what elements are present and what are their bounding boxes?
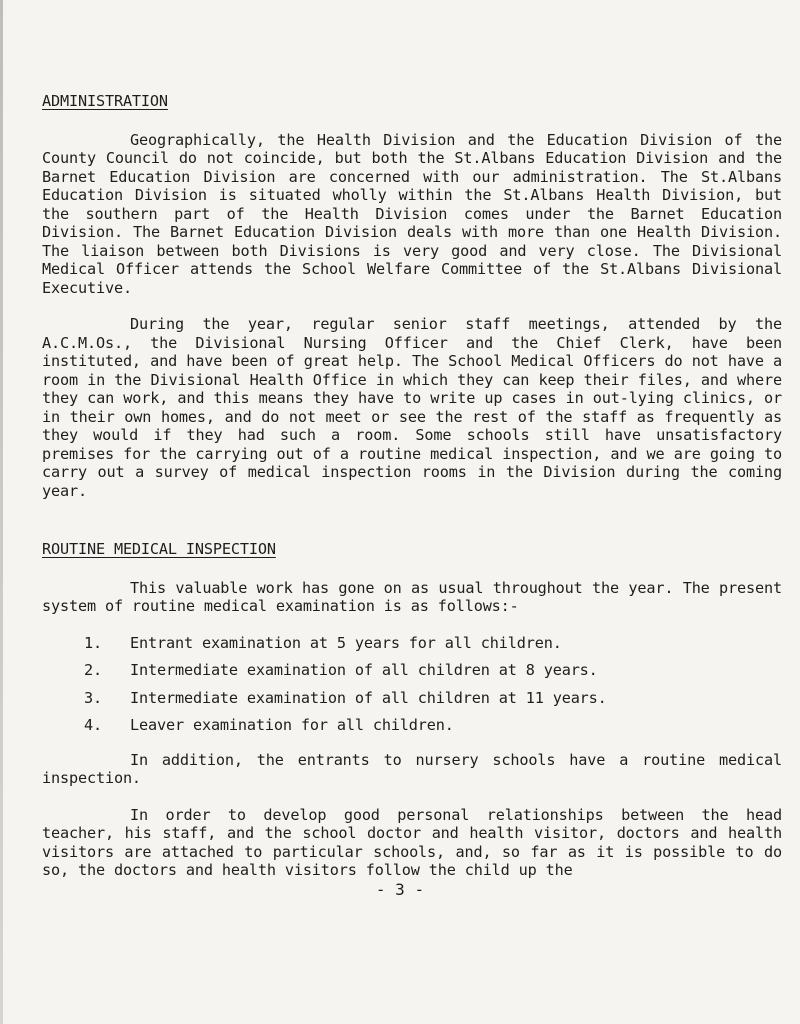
section-heading-routine-medical-inspection: ROUTINE MEDICAL INSPECTION (42, 540, 276, 558)
list-item-number: 1. (84, 633, 102, 652)
list-item (42, 689, 782, 708)
list-item (42, 661, 782, 680)
list-item-text: Intermediate examination of all children at 8 years. (130, 661, 598, 679)
list-item (42, 634, 782, 653)
list-item (42, 716, 782, 735)
list-item-number: 3. (84, 688, 102, 707)
page-edge (0, 0, 3, 1024)
routine-inspection-paragraph-2: In order to develop good personal relationships between the head teacher, his staff, and the school doctor and health visitor, doctors and health visitors are attached to particular schools, and, so far as it is possible to do so, the doctors and health visitors follow the child up the (42, 805, 782, 879)
routine-inspection-intro: This valuable work has gone on as usual throughout the year. The present system of routine medical examination is as follows:- (42, 578, 782, 615)
page-content (42, 92, 782, 898)
examination-list (42, 634, 782, 735)
page-number: - 3 - (375, 880, 425, 899)
list-item-text: Intermediate examination of all children at 11 years. (130, 688, 607, 707)
list-item-number: 2. (84, 661, 102, 679)
list-item-number: 4. (84, 716, 102, 734)
administration-paragraph-1: Geographically, the Health Division and the Education Division of the County Council do not coincide, but both the St.Albans Education Division and the Barnet Education Division are concerned with our administration. The St.Albans Education Division is situated wholly within the St.Albans Health Division, but the southern part of the Health Division comes under the Barnet Education Division. The Barnet Education Division deals with more than one Health Division. The liaison between both Divisions is very good and very close. The Divisional Medical Officer attends the School Welfare Committee of the St.Albans Divisional Executive. (42, 130, 782, 297)
section-heading-administration: ADMINISTRATION (42, 92, 168, 110)
routine-inspection-paragraph-1: In addition, the entrants to nursery schools have a routine medical inspection. (42, 750, 782, 787)
list-item-text: Entrant examination at 5 years for all children. (130, 633, 562, 652)
administration-paragraph-2: During the year, regular senior staff meetings, attended by the A.C.M.Os., the Divisional Nursing Officer and the Chief Clerk, have been instituted, and have been of great help. The School Medical Officers do not have a room in the Divisional Health Office in which they can keep their files, and where they can work, and this means they have to write up cases in out-lying clinics, or in their own homes, and do not meet or see the rest of the staff as frequently as they would if they had such a room. Some schools still have unsatisfactory premises for the carrying out of a routine medical inspection, and we are going to carry out a survey of medical inspection rooms in the Division during the coming year. (42, 315, 782, 500)
list-item-text: Leaver examination for all children. (130, 716, 454, 734)
